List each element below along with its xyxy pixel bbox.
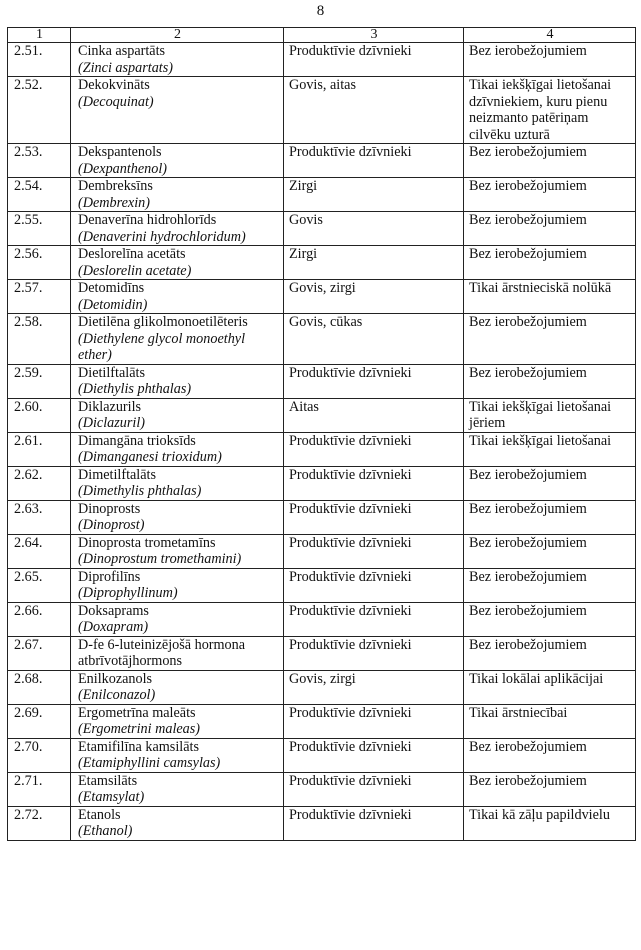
substance-name-latin: (Diethylis phthalas) xyxy=(78,381,192,397)
target-species: Produktīvie dzīvnieki xyxy=(284,772,464,806)
column-header-1: 1 xyxy=(8,28,71,43)
substance-name-latvian: Deslorelīna acetāts xyxy=(78,246,186,262)
row-number: 2.71. xyxy=(8,772,71,806)
table-row xyxy=(8,144,636,178)
usage-restriction: Bez ierobežojumiem xyxy=(464,466,636,500)
header-row xyxy=(8,28,636,43)
target-species: Govis xyxy=(284,212,464,246)
substance-name-latin: (Dimethylis phthalas) xyxy=(78,483,202,499)
usage-restriction: Bez ierobežojumiem xyxy=(464,43,636,77)
table-row xyxy=(8,772,636,806)
substance-name-cell xyxy=(71,772,284,806)
substance-name-cell xyxy=(71,738,284,772)
table-row xyxy=(8,432,636,466)
substance-name-latvian: Etanols xyxy=(78,806,121,823)
row-number: 2.67. xyxy=(8,636,71,670)
table-row xyxy=(8,280,636,314)
usage-restriction: Bez ierobežojumiem xyxy=(464,364,636,398)
usage-restriction: Bez ierobežojumiem xyxy=(464,568,636,602)
target-species: Produktīvie dzīvnieki xyxy=(284,364,464,398)
substance-name-cell xyxy=(71,432,284,466)
row-number: 2.66. xyxy=(8,602,71,636)
substance-name-latin: (Decoquinat) xyxy=(78,93,154,110)
table-body xyxy=(8,43,636,841)
table-row xyxy=(8,398,636,432)
substance-name-latin: (Diclazuril) xyxy=(78,415,145,431)
target-species: Produktīvie dzīvnieki xyxy=(284,568,464,602)
substance-name-latvian: Enilkozanols xyxy=(78,670,153,687)
target-species: Produktīvie dzīvnieki xyxy=(284,43,464,77)
row-number: 2.72. xyxy=(8,806,71,840)
table-row xyxy=(8,602,636,636)
page-number: 8 xyxy=(316,3,325,19)
table-row xyxy=(8,178,636,212)
target-species: Govis, zirgi xyxy=(284,670,464,704)
row-number: 2.69. xyxy=(8,704,71,738)
substance-name-latvian: Dekspantenols xyxy=(78,144,162,160)
substance-name-latin: (Etamiphyllini camsylas) xyxy=(78,755,221,771)
substance-name-latvian: Cinka aspartāts xyxy=(78,43,166,59)
substance-name-latin: (Deslorelin acetate) xyxy=(78,262,192,279)
row-number: 2.60. xyxy=(8,398,71,432)
usage-restriction: Tikai kā zāļu papildvielu xyxy=(464,806,636,840)
substance-name-latin: (Dexpanthenol) xyxy=(78,160,168,177)
substance-name-latin: (Etamsylat) xyxy=(78,789,145,805)
table-row xyxy=(8,77,636,144)
column-header-2: 2 xyxy=(71,28,284,43)
usage-restriction: Bez ierobežojumiem xyxy=(464,636,636,670)
usage-restriction: Tikai ārstnieciskā nolūkā xyxy=(464,280,636,314)
target-species: Produktīvie dzīvnieki xyxy=(284,466,464,500)
substance-name-cell xyxy=(71,43,284,77)
substance-name-latvian: Dinoprosta trometamīns xyxy=(78,534,216,551)
row-number: 2.54. xyxy=(8,178,71,212)
substance-name-cell xyxy=(71,602,284,636)
target-species: Produktīvie dzīvnieki xyxy=(284,806,464,840)
table-row xyxy=(8,670,636,704)
substance-name-latin: (Denaverini hydrochloridum) xyxy=(78,228,246,245)
substance-name-latvian: Dembreksīns xyxy=(78,178,153,194)
substance-name-cell xyxy=(71,534,284,568)
substance-name-latvian: Diklazurils xyxy=(78,398,142,415)
substance-name-latin: (Zinci aspartats) xyxy=(78,59,173,76)
usage-restriction: Bez ierobežojumiem xyxy=(464,738,636,772)
substance-name-latvian: Doksaprams xyxy=(78,602,149,619)
substance-name-latin: (Ergometrini maleas) xyxy=(78,721,201,737)
substance-name-latvian: D-fe 6-luteinizējošā hormona atbrīvotājhormons xyxy=(78,636,246,669)
substance-name-cell xyxy=(71,636,284,670)
target-species: Govis, aitas xyxy=(284,77,464,144)
usage-restriction: Bez ierobežojumiem xyxy=(464,602,636,636)
substance-name-cell xyxy=(71,364,284,398)
target-species: Produktīvie dzīvnieki xyxy=(284,704,464,738)
table-row xyxy=(8,704,636,738)
substance-name-latvian: Diprofilīns xyxy=(78,568,141,585)
substance-name-latvian: Dekokvināts xyxy=(78,77,150,93)
target-species: Produktīvie dzīvnieki xyxy=(284,534,464,568)
row-number: 2.62. xyxy=(8,466,71,500)
substance-name-latvian: Detomidīns xyxy=(78,280,145,296)
substance-name-latin: (Detomidin) xyxy=(78,296,148,313)
substance-name-latvian: Etamsilāts xyxy=(78,772,138,789)
table-row xyxy=(8,43,636,77)
substance-name-cell xyxy=(71,806,284,840)
row-number: 2.57. xyxy=(8,280,71,314)
substance-name-cell xyxy=(71,212,284,246)
usage-restriction: Tikai iekšķīgai lietošanai dzīvniekiem, kuru pienu neizmanto patēriņam cilvēku uzturā xyxy=(464,77,636,144)
substance-name-cell xyxy=(71,670,284,704)
row-number: 2.58. xyxy=(8,314,71,365)
usage-restriction: Tikai ārstniecībai xyxy=(464,704,636,738)
usage-restriction: Tikai iekšķīgai lietošanai xyxy=(464,432,636,466)
table-row xyxy=(8,806,636,840)
row-number: 2.56. xyxy=(8,246,71,280)
usage-restriction: Bez ierobežojumiem xyxy=(464,144,636,178)
substance-name-latin: (Doxapram) xyxy=(78,619,149,635)
substance-name-cell xyxy=(71,704,284,738)
row-number: 2.51. xyxy=(8,43,71,77)
row-number: 2.59. xyxy=(8,364,71,398)
row-number: 2.70. xyxy=(8,738,71,772)
substance-name-latvian: Etamifilīna kamsilāts xyxy=(78,738,199,755)
usage-restriction: Tikai iekšķīgai lietošanai jēriem xyxy=(464,398,636,432)
substance-name-latvian: Dimangāna trioksīds xyxy=(78,432,196,449)
substance-name-cell xyxy=(71,246,284,280)
target-species: Aitas xyxy=(284,398,464,432)
row-number: 2.55. xyxy=(8,212,71,246)
usage-restriction: Bez ierobežojumiem xyxy=(464,772,636,806)
row-number: 2.68. xyxy=(8,670,71,704)
substance-name-latvian: Ergometrīna maleāts xyxy=(78,704,196,721)
target-species: Zirgi xyxy=(284,178,464,212)
target-species: Produktīvie dzīvnieki xyxy=(284,500,464,534)
usage-restriction: Bez ierobežojumiem xyxy=(464,246,636,280)
substance-name-latin: (Dinoprostum tromethamini) xyxy=(78,551,242,567)
column-header-4: 4 xyxy=(464,28,636,43)
substance-name-latin: (Diprophyllinum) xyxy=(78,585,178,601)
substance-name-latvian: Dinoprosts xyxy=(78,500,141,517)
column-header-3: 3 xyxy=(284,28,464,43)
usage-restriction: Tikai lokālai aplikācijai xyxy=(464,670,636,704)
row-number: 2.63. xyxy=(8,500,71,534)
table-row xyxy=(8,314,636,365)
substance-name-latvian: Dimetilftalāts xyxy=(78,466,157,483)
substance-name-latin: (Dinoprost) xyxy=(78,517,145,533)
row-number: 2.53. xyxy=(8,144,71,178)
substance-name-cell xyxy=(71,568,284,602)
target-species: Govis, cūkas xyxy=(284,314,464,365)
substance-name-latvian: Denaverīna hidrohlorīds xyxy=(78,212,217,228)
target-species: Produktīvie dzīvnieki xyxy=(284,738,464,772)
table-row xyxy=(8,246,636,280)
usage-restriction: Bez ierobežojumiem xyxy=(464,500,636,534)
table-row xyxy=(8,466,636,500)
substance-name-latin: (Dimanganesi trioxidum) xyxy=(78,449,222,465)
substance-name-cell xyxy=(71,178,284,212)
row-number: 2.65. xyxy=(8,568,71,602)
row-number: 2.52. xyxy=(8,77,71,144)
substance-name-latvian: Dietilftalāts xyxy=(78,364,145,381)
substances-table xyxy=(7,27,636,841)
substance-name-latin: (Diethylene glycol monoethyl ether) xyxy=(78,330,246,363)
row-number: 2.64. xyxy=(8,534,71,568)
substance-name-cell xyxy=(71,77,284,144)
usage-restriction: Bez ierobežojumiem xyxy=(464,178,636,212)
table-row xyxy=(8,212,636,246)
substance-name-latin: (Ethanol) xyxy=(78,823,133,839)
substance-name-cell xyxy=(71,500,284,534)
target-species: Produktīvie dzīvnieki xyxy=(284,144,464,178)
target-species: Zirgi xyxy=(284,246,464,280)
table-row xyxy=(8,500,636,534)
target-species: Govis, zirgi xyxy=(284,280,464,314)
substance-name-cell xyxy=(71,144,284,178)
substance-name-cell xyxy=(71,466,284,500)
usage-restriction: Bez ierobežojumiem xyxy=(464,534,636,568)
substance-name-cell xyxy=(71,398,284,432)
table-row xyxy=(8,636,636,670)
substance-name-cell xyxy=(71,314,284,365)
table-row xyxy=(8,738,636,772)
substance-name-latin: (Dembrexin) xyxy=(78,194,150,211)
usage-restriction: Bez ierobežojumiem xyxy=(464,212,636,246)
substance-name-cell xyxy=(71,280,284,314)
table-row xyxy=(8,364,636,398)
target-species: Produktīvie dzīvnieki xyxy=(284,636,464,670)
row-number: 2.61. xyxy=(8,432,71,466)
substance-name-latin: (Enilconazol) xyxy=(78,687,156,703)
table-row xyxy=(8,534,636,568)
target-species: Produktīvie dzīvnieki xyxy=(284,432,464,466)
usage-restriction: Bez ierobežojumiem xyxy=(464,314,636,365)
table-row xyxy=(8,568,636,602)
target-species: Produktīvie dzīvnieki xyxy=(284,602,464,636)
substance-name-latvian: Dietilēna glikolmonoetilēteris xyxy=(78,314,248,330)
